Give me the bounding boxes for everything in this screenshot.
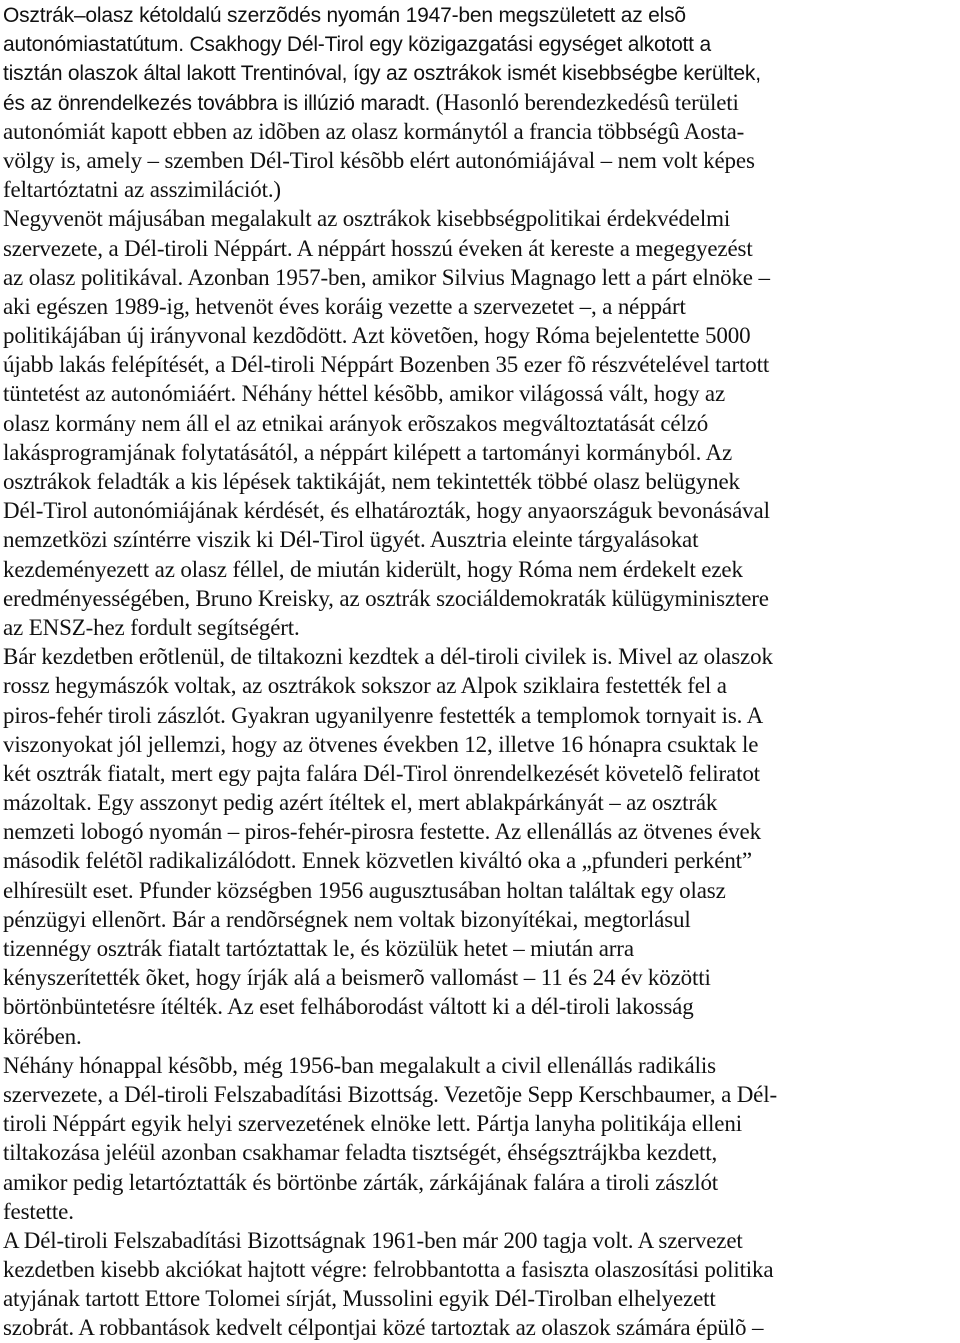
- text-line: [3, 934, 955, 963]
- text-segment-sans: autonómiastatútum. Csakhogy Dél-Tirol egy közigazgatási egységet alkotott a: [3, 33, 711, 57]
- text-segment-serif: feltartóztatni az asszimilációt.): [3, 177, 281, 203]
- text-segment-serif: nemzeti lobogó nyomán – piros-fehér-pirosra festette. Az ellenállás az ötvenes évek: [3, 819, 761, 845]
- text-segment-serif: autonómiát kapott ebben az idõben az olasz kormánytól a francia többségû Aosta-: [3, 118, 745, 144]
- text-segment-serif: szobrát. A robbantások kedvelt célpontjai közé tartoztak az olaszok számára épülõ –: [3, 1315, 764, 1341]
- text-line: [3, 321, 955, 350]
- text-line: [3, 1022, 955, 1051]
- text-line: [3, 234, 955, 263]
- text-segment-serif: szervezete, a Dél-tiroli Felszabadítási Bizottság. Vezetõje Sepp Kerschbaumer, a Dél-: [3, 1081, 777, 1107]
- text-line: [3, 146, 955, 175]
- text-segment-serif: nemzetközi színtérre viszik ki Dél-Tirol ügyét. Ausztria eleinte tárgyalásokat: [3, 527, 699, 553]
- text-segment-serif: mázoltak. Egy asszonyt pedig azért ítéltek el, mert ablakpárkányát – az osztrák: [3, 790, 718, 816]
- text-segment-serif: osztrákok feladták a kis lépések taktikáját, nem tekintették többé olasz belügynek: [3, 469, 740, 494]
- text-line: [3, 1197, 955, 1226]
- text-line: [3, 555, 955, 584]
- text-segment-serif: az ENSZ-hez fordult segítségért.: [3, 614, 300, 640]
- text-segment-sans: és az önrendelkezés továbbra is illúzió maradt.: [3, 91, 431, 115]
- text-segment-serif: Negyvenöt májusában megalakult az osztrákok kisebbségpolitikai érdekvédelmi: [3, 206, 731, 232]
- text-segment-serif: politikájában új irányvonal kezdõdött. Azt követõen, hogy Róma bejelentette 5000: [3, 323, 751, 349]
- text-line: [3, 438, 955, 467]
- text-segment-serif: körében.: [3, 1023, 82, 1049]
- text-segment-serif: kényszerítették õket, hogy írják alá a beismerõ vallomást – 11 és 24 év közötti: [3, 965, 711, 991]
- text-segment-sans: tisztán olaszok által lakott Trentinóval, így az osztrákok ismét kisebbségbe kerültek,: [3, 62, 761, 86]
- text-line: [3, 467, 955, 496]
- text-segment-serif: két osztrák fiatalt, mert egy pajta falára Dél-Tirol önrendelkezését követelõ feliratot: [3, 760, 760, 786]
- text-line: [3, 1109, 955, 1138]
- text-segment-serif: az olasz politikával. Azonban 1957-ben, amikor Silvius Magnago lett a párt elnöke –: [3, 264, 770, 290]
- text-segment-serif: tiroli Néppárt egyik helyi szervezetének elnöke lett. Pártja lanyha politikája elleni: [3, 1111, 742, 1137]
- text-segment-serif: tüntetést az autonómiáért. Néhány héttel késõbb, amikor világossá vált, hogy az: [3, 381, 726, 407]
- text-segment-serif: völgy is, amely – szemben Dél-Tirol késõbb elért autonómiájával – nem volt képes: [3, 147, 755, 173]
- text-line: [3, 817, 955, 846]
- text-segment-sans: Osztrák–olasz kétoldalú szerzõdés nyomán 1947-ben megszületett az elsõ: [3, 4, 686, 27]
- text-segment-serif: tizennégy osztrák fiatalt tartóztattak le, és közülük hetet – miután arra: [3, 936, 634, 961]
- text-line: [3, 29, 955, 58]
- text-segment-serif: eredményességében, Bruno Kreisky, az osztrák szociáldemokraták külügyminisztere: [3, 585, 769, 611]
- text-line: [3, 1168, 955, 1197]
- text-line: [3, 759, 955, 788]
- text-line: [3, 701, 955, 730]
- text-line: [3, 204, 955, 233]
- text-segment-serif: börtönbüntetésre ítélték. Az eset felháborodást váltott ki a dél-tiroli lakosság: [3, 994, 694, 1020]
- text-line: [3, 876, 955, 905]
- text-line: [3, 584, 955, 613]
- document-page: [3, 0, 955, 1343]
- text-line: [3, 117, 955, 146]
- text-line: [3, 409, 955, 438]
- text-segment-serif: festette.: [3, 1198, 74, 1224]
- text-segment-serif: lakásprogramjának folytatásától, a néppárt kilépett a tartományi kormányból. Az: [3, 439, 733, 465]
- text-line: [3, 788, 955, 817]
- text-segment-serif: (Hasonló berendezkedésû területi: [430, 89, 739, 115]
- text-segment-serif: újabb lakás felépítését, a Dél-tiroli Néppárt Bozenben 35 ezer fõ részvételével tartott: [3, 352, 770, 378]
- text-segment-serif: pénzügyi ellenõrt. Bár a rendõrségnek nem voltak bizonyítékai, megtorlásul: [3, 906, 691, 932]
- text-segment-serif: kezdeményezett az olasz féllel, de miután kiderült, hogy Róma nem érdekelt ezek: [3, 556, 743, 582]
- text-segment-serif: olasz kormány nem áll el az etnikai arányok erõszakos megváltoztatását célzó: [3, 410, 709, 436]
- text-segment-serif: Dél-Tirol autonómiájának kérdését, és elhatározták, hogy anyaországuk bevonásával: [3, 498, 770, 524]
- text-segment-serif: amikor pedig letartóztatták és börtönbe zárták, zárkájának falára a tiroli zászlót: [3, 1169, 719, 1195]
- text-line: [3, 1226, 955, 1255]
- text-line: [3, 730, 955, 759]
- text-line: [3, 0, 955, 29]
- text-line: [3, 963, 955, 992]
- text-line: [3, 1138, 955, 1167]
- text-line: [3, 263, 955, 292]
- text-segment-serif: kezdetben kisebb akciókat hajtott végre: felrobbantotta a fasiszta olaszosítási politika: [3, 1257, 774, 1283]
- text-segment-serif: szervezete, a Dél-tiroli Néppárt. A néppárt hosszú éveken át kereste a megegyezést: [3, 235, 753, 261]
- text-line: [3, 88, 955, 117]
- text-line: [3, 350, 955, 379]
- text-segment-serif: tiltakozása jeléül azonban csakhamar feladta tisztségét, éhségsztrájkba kezdett,: [3, 1140, 718, 1166]
- text-segment-serif: második felétõl radikalizálódott. Ennek közvetlen kiváltó oka a „pfunderi perként”: [3, 848, 752, 874]
- text-line: [3, 1080, 955, 1109]
- text-line: [3, 992, 955, 1021]
- text-segment-serif: A Dél-tiroli Felszabadítási Bizottságnak 1961-ben már 200 tagja volt. A szervezet: [3, 1227, 743, 1253]
- text-segment-serif: rossz hegymászók voltak, az osztrákok sokszor az Alpok sziklaira festették fel a: [3, 673, 727, 699]
- text-segment-serif: viszonyokat jól jellemzi, hogy az ötvenes években 12, illetve 16 hónapra csuktak le: [3, 731, 759, 757]
- text-line: [3, 613, 955, 642]
- text-segment-serif: aki egészen 1989-ig, hetvenöt éves koráig vezette a szervezetet –, a néppárt: [3, 293, 686, 319]
- text-line: [3, 642, 955, 671]
- text-line: [3, 175, 955, 204]
- text-line: [3, 496, 955, 525]
- text-line: [3, 671, 955, 700]
- text-line: [3, 846, 955, 875]
- text-line: [3, 58, 955, 87]
- text-line: [3, 905, 955, 934]
- text-segment-serif: elhíresült eset. Pfunder községben 1956 augusztusában holtan találtak egy olasz: [3, 877, 726, 903]
- text-segment-serif: atyjának tartott Ettore Tolomei sírját, Mussolini egyik Dél-Tirolban elhelyezett: [3, 1286, 716, 1312]
- text-line: [3, 379, 955, 408]
- text-line: [3, 525, 955, 554]
- text-line: [3, 1284, 955, 1313]
- text-segment-serif: piros-fehér tiroli zászlót. Gyakran ugyanilyenre festették a templomok tornyait is. A: [3, 702, 764, 728]
- text-line: [3, 1313, 955, 1342]
- text-segment-serif: Bár kezdetben erõtlenül, de tiltakozni kezdtek a dél-tiroli civilek is. Mivel az olaszok: [3, 644, 773, 670]
- text-line: [3, 1255, 955, 1284]
- text-line: [3, 1051, 955, 1080]
- text-segment-serif: Néhány hónappal késõbb, még 1956-ban megalakult a civil ellenállás radikális: [3, 1052, 716, 1078]
- text-line: [3, 292, 955, 321]
